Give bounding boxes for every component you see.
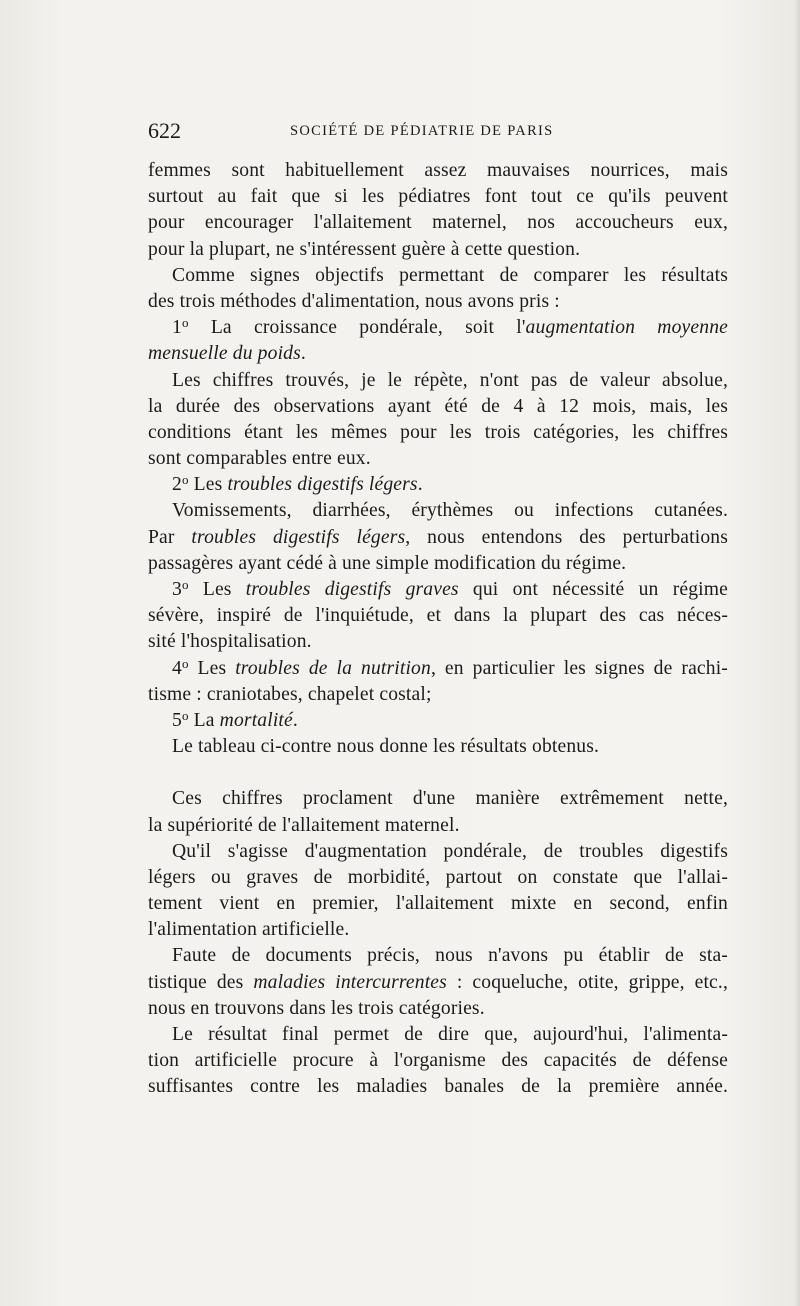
text-line: la durée des observations ayant été de 4 à 12 mois, mais, les xyxy=(148,395,728,417)
page-header xyxy=(148,118,728,148)
text-line: sont comparables entre eux. xyxy=(148,448,371,470)
item-number: 2 xyxy=(172,474,182,496)
list-item-line xyxy=(148,315,728,341)
text-line: Comme signes objectifs permettant de comparer les résultats xyxy=(172,264,728,286)
page-edge-shadow xyxy=(794,0,800,1306)
text-line xyxy=(148,525,728,551)
text-line: Le tableau ci-contre nous donne les résultats obtenus. xyxy=(172,736,600,758)
item-number: 5 xyxy=(172,709,182,731)
italic-run: troubles digestifs légers xyxy=(191,526,406,548)
italic-run: mensuelle du poids xyxy=(148,343,301,365)
text-line: Les chiffres trouvés, je le répète, n'ont pas de valeur absolue, xyxy=(172,369,728,391)
text-line: tisme : craniotabes, chapelet costal; xyxy=(148,683,432,705)
text-line: Faute de documents précis, nous n'avons pu établir de sta- xyxy=(172,945,728,967)
text-line: suffisantes contre les maladies banales de la première année. xyxy=(148,1076,728,1098)
text-line xyxy=(148,970,728,996)
text-run: Par xyxy=(148,526,192,548)
text-line: femmes sont habituellement assez mauvaises nourrices, mais xyxy=(148,160,728,181)
italic-run: augmentation moyenne xyxy=(525,317,728,339)
text-line: conditions étant les mêmes pour les trois catégories, les chiffres xyxy=(148,421,728,443)
text-line: légers ou graves de morbidité, partout on constate que l'allai- xyxy=(148,866,728,888)
text-run: tistique des xyxy=(148,971,254,993)
ordinal-marker: o xyxy=(181,655,189,671)
ordinal-marker: o xyxy=(181,707,189,723)
text-line: pour la plupart, ne s'intéressent guère à cette question. xyxy=(148,238,581,260)
text-run: qui ont nécessité un régime xyxy=(458,579,728,600)
text-run: La xyxy=(188,709,220,731)
text-line: surtout au fait que si les pédiatres font tout ce qu'ils peuvent xyxy=(148,186,728,208)
item-number: 1 xyxy=(172,317,182,339)
ordinal-marker: o xyxy=(181,315,189,331)
text-line: sévère, inspiré de l'inquiétude, et dans la plupart des cas néces- xyxy=(148,605,728,627)
page-number: 622 xyxy=(148,118,181,143)
italic-run: troubles digestifs graves xyxy=(245,579,459,600)
text-line: pour encourager l'allaitement maternel, nos accoucheurs eux, xyxy=(148,212,728,234)
text-line xyxy=(148,341,728,367)
italic-run: mortalité xyxy=(219,709,293,731)
italic-run: troubles de la nutrition xyxy=(235,657,431,679)
text-run: . xyxy=(417,474,423,496)
text-run: : coqueluche, otite, grippe, etc., xyxy=(446,971,729,993)
running-title: SOCIÉTÉ DE PÉDIATRIE DE PARIS xyxy=(290,123,554,139)
text-run: Les xyxy=(188,657,236,679)
text-line: Vomissements, diarrhées, érythèmes ou infections cutanées. xyxy=(172,500,728,522)
item-number: 4 xyxy=(172,657,182,679)
text-line: tement vient en premier, l'allaitement mixte en second, enfin xyxy=(148,893,728,915)
ordinal-marker: o xyxy=(181,472,189,488)
text-run: . xyxy=(292,709,298,731)
item-number: 3 xyxy=(172,579,182,600)
text-line: Le résultat final permet de dire que, aujourd'hui, l'alimenta- xyxy=(172,1024,728,1045)
text-run: , en particulier les signes de rachi- xyxy=(430,657,728,679)
list-item-line xyxy=(148,656,728,682)
text-line: sité l'hospitalisation. xyxy=(148,631,312,653)
list-item-line xyxy=(148,577,728,603)
text-line: Qu'il s'agisse d'augmentation pondérale, de troubles digestifs xyxy=(172,840,728,862)
text-line: tion artificielle procure à l'organisme des capacités de défense xyxy=(148,1050,728,1072)
paragraph-gap xyxy=(148,760,728,786)
list-item-line xyxy=(148,472,728,498)
text-line: l'alimentation artificielle. xyxy=(148,919,350,941)
text-line: nous en trouvons dans les trois catégories. xyxy=(148,997,485,1019)
text-line: passagères ayant cédé à une simple modification du régime. xyxy=(148,552,627,574)
text-run: . xyxy=(300,343,306,365)
ordinal-marker: o xyxy=(181,577,189,592)
body-text xyxy=(148,158,728,1101)
text-run: , nous entendons des perturbations xyxy=(405,526,729,548)
text-line: Ces chiffres proclament d'une manière extrêmement nette, xyxy=(172,788,728,810)
text-run: Les xyxy=(188,579,246,600)
italic-run: troubles digestifs légers xyxy=(227,474,418,496)
text-line: la supériorité de l'allaitement maternel. xyxy=(148,814,460,836)
text-run: La croissance pondérale, soit l' xyxy=(188,317,526,339)
italic-run: maladies intercurrentes xyxy=(253,971,447,993)
text-line: des trois méthodes d'alimentation, nous avons pris : xyxy=(148,290,560,312)
list-item-line xyxy=(148,708,728,734)
text-run: Les xyxy=(188,474,228,496)
